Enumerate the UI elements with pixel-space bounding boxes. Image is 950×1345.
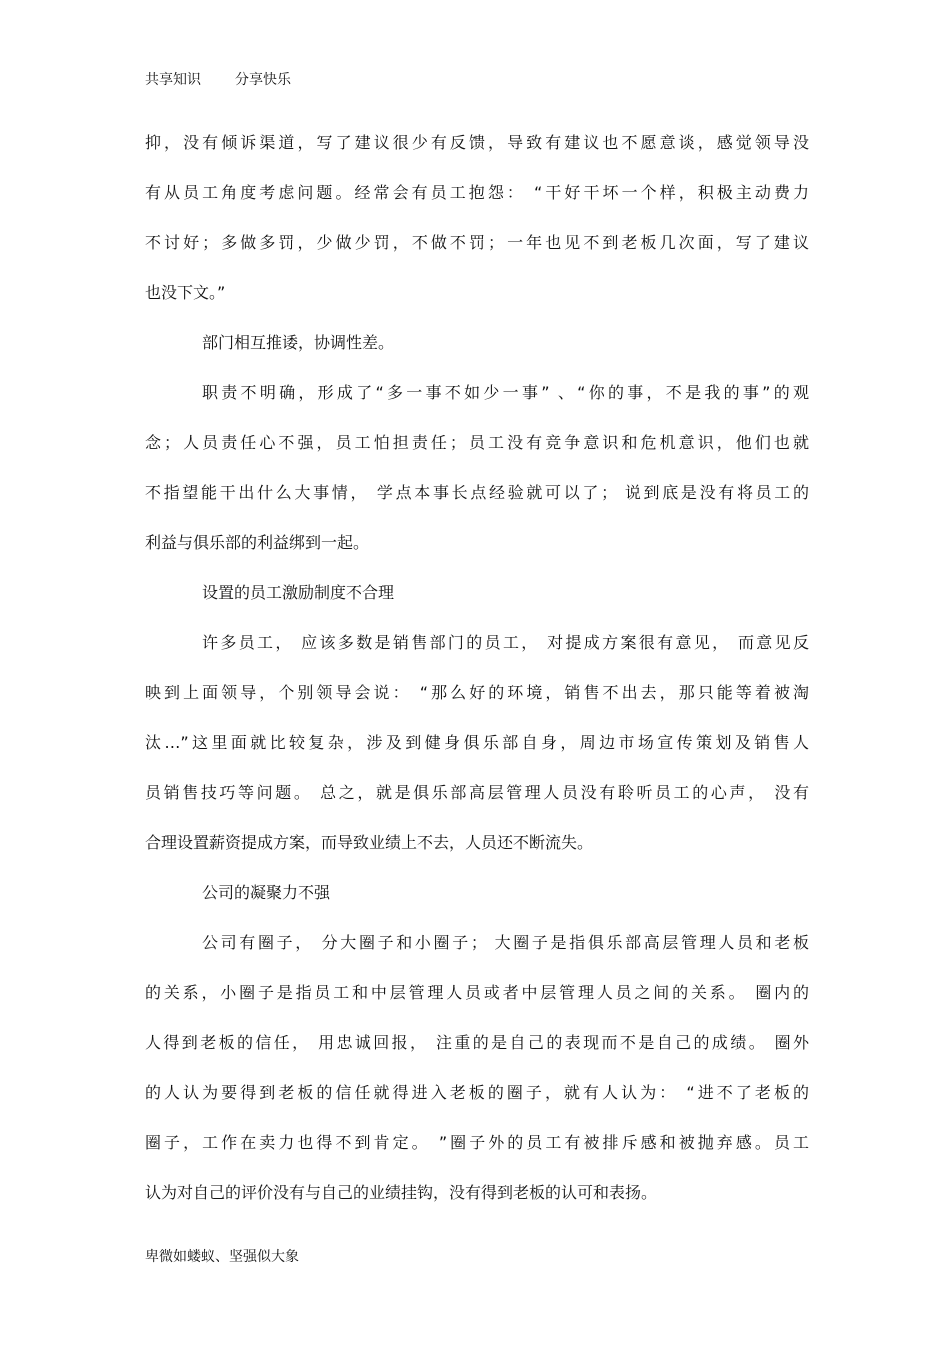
header-right-text: 分享快乐 xyxy=(235,72,291,88)
text-line: 的关系，小圈子是指员工和中层管理人员或者中层管理人员之间的关系。 圈内的 xyxy=(145,983,809,1002)
text-line: 圈子，工作在卖力也得不到肯定。 ”圈子外的员工有被排斥感和被抛弃感。员工 xyxy=(145,1133,809,1152)
text-line: 不讨好；多做多罚，少做少罚，不做不罚；一年也见不到老板几次面，写了建议 xyxy=(145,233,809,252)
text-line: 合理设置薪资提成方案，而导致业绩上不去，人员还不断流失。 xyxy=(145,833,594,852)
text-line: 也没下文。” xyxy=(145,283,226,302)
text-line: 汰…”这里面就比较复杂，涉及到健身俱乐部自身，周边市场宣传策划及销售人 xyxy=(145,733,809,752)
text-line: 不指望能干出什么大事情， 学点本事长点经验就可以了； 说到底是没有将员工的 xyxy=(145,483,809,502)
text-line: 念；人员责任心不强，员工怕担责任；员工没有竞争意识和危机意识，他们也就 xyxy=(145,433,809,452)
text-line: 部门相互推诿，协调性差。 xyxy=(202,333,395,352)
text-line: 的人认为要得到老板的信任就得进入老板的圈子，就有人认为： “进不了老板的 xyxy=(145,1083,809,1102)
text-line: 有从员工角度考虑问题。经常会有员工抱怨： “干好干坏一个样，积极主动费力 xyxy=(145,183,809,202)
document-body xyxy=(145,126,809,1226)
text-line: 人得到老板的信任， 用忠诚回报， 注重的是自己的表现而不是自己的成绩。 圈外 xyxy=(145,1033,809,1052)
text-line: 认为对自己的评价没有与自己的业绩挂钩，没有得到老板的认可和表扬。 xyxy=(145,1183,658,1202)
page-footer xyxy=(145,1247,299,1267)
page-header xyxy=(145,70,291,90)
header-left-text: 共享知识 xyxy=(145,72,201,88)
text-line: 许多员工， 应该多数是销售部门的员工， 对提成方案很有意见， 而意见反 xyxy=(202,633,809,652)
text-line: 员销售技巧等问题。 总之，就是俱乐部高层管理人员没有聆听员工的心声， 没有 xyxy=(145,783,809,802)
text-line: 职责不明确，形成了“多一事不如少一事” 、“你的事，不是我的事”的观 xyxy=(202,383,809,402)
text-line: 公司的凝聚力不强 xyxy=(202,883,331,902)
text-line: 设置的员工激励制度不合理 xyxy=(202,583,395,602)
text-line: 公司有圈子， 分大圈子和小圈子； 大圈子是指俱乐部高层管理人员和老板 xyxy=(202,933,809,952)
footer-text: 卑微如蝼蚁、坚强似大象 xyxy=(145,1249,299,1265)
text-line: 利益与俱乐部的利益绑到一起。 xyxy=(145,533,370,552)
text-line: 映到上面领导，个别领导会说： “那么好的环境，销售不出去，那只能等着被淘 xyxy=(145,683,809,702)
text-line: 抑，没有倾诉渠道，写了建议很少有反馈，导致有建议也不愿意谈，感觉领导没 xyxy=(145,133,809,152)
